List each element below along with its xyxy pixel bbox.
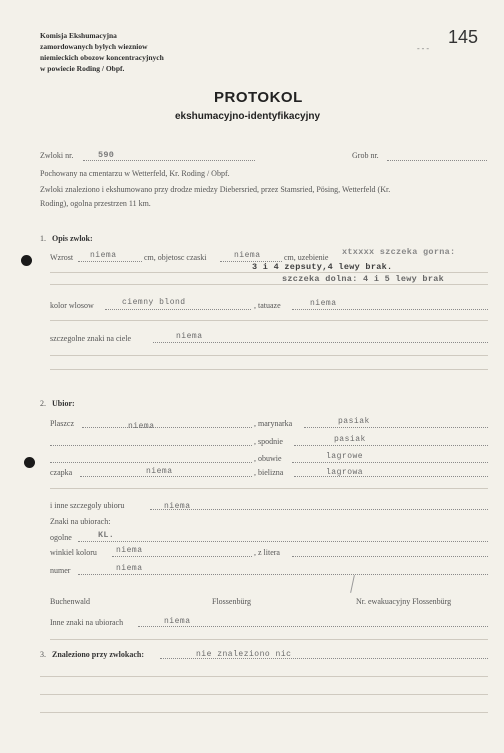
czapka-field	[80, 476, 252, 477]
hair-rule	[50, 320, 488, 321]
teeth-rule-1	[50, 272, 488, 273]
teeth-line-3: szczeka dolna: 4 i 5 lewy brak	[282, 274, 445, 284]
punch-hole-bottom	[24, 457, 35, 468]
winkiel-label: winkiel koloru	[50, 548, 97, 557]
found-text-2: Roding), ogolna przestrzen 11 km.	[40, 199, 151, 208]
tattoo-label: , tatuaze	[254, 301, 281, 310]
marynarka-field	[304, 427, 488, 428]
marynarka-label: , marynarka	[254, 419, 293, 428]
inne-znaki-label: Inne znaki na ubiorach	[50, 618, 124, 627]
teeth-line-2: 3 i 4 zepsuty,4 lewy brak.	[252, 262, 393, 272]
grob-label: Grob nr.	[352, 151, 379, 160]
numer-field	[78, 574, 488, 575]
bielizna-value: lagrowa	[326, 468, 364, 477]
page-mark: - - -	[417, 44, 429, 53]
wzrost-label: Wzrost	[50, 253, 74, 262]
bottom-rule-1	[40, 676, 488, 677]
buchenwald-label: Buchenwald	[50, 597, 90, 606]
czaska-value: niema	[234, 251, 261, 260]
zwloki-label: Zwloki nr.	[40, 151, 74, 160]
plaszcz-value: niema	[128, 422, 155, 431]
tattoo-field	[292, 309, 488, 310]
spodnie-label: , spodnie	[254, 437, 283, 446]
document-subtitle: ekshumacyjno-identyfikacyjny	[175, 111, 321, 122]
spodnie-field	[294, 445, 488, 446]
zwloki-value: 590	[98, 150, 115, 160]
bottom-rule-2	[40, 694, 488, 695]
hair-value: ciemny blond	[122, 298, 186, 307]
inne-value: niema	[164, 502, 191, 511]
marks-rule-2	[50, 369, 488, 370]
inne-znaki-rule	[50, 639, 488, 640]
marynarka-value: pasiak	[338, 417, 370, 426]
marks-field	[153, 342, 488, 343]
obuwie-field	[292, 462, 488, 463]
teeth-line-1: xtxxxx szczeka gorna:	[342, 247, 456, 257]
teeth-rule-2	[50, 284, 488, 285]
bottom-rule-3	[40, 712, 488, 713]
grob-field	[387, 160, 487, 161]
plaszcz-field-3	[50, 462, 252, 463]
org-line-3: niemieckich obozow koncentracyjnych	[40, 53, 164, 62]
ewak-label: Nr. ewakuacyjny Flossenbürg	[356, 597, 452, 606]
buried-text: Pochowany na cmentarzu w Wetterfeld, Kr. Roding / Obpf.	[40, 169, 230, 178]
wzrost-field	[78, 261, 142, 262]
spodnie-value: pasiak	[334, 435, 366, 444]
numer-value: niema	[116, 564, 143, 573]
section1-heading: Opis zwlok:	[52, 234, 93, 243]
punch-hole-top	[21, 255, 32, 266]
inne-field	[150, 509, 488, 510]
litera-field	[292, 556, 488, 557]
obuwie-label: , obuwie	[254, 454, 282, 463]
ogolne-field	[78, 541, 488, 542]
bielizna-field	[294, 476, 488, 477]
section1-number: 1.	[40, 234, 46, 243]
plaszcz-field-2	[50, 445, 252, 446]
plaszcz-field	[82, 427, 252, 428]
ogolne-label: ogolne	[50, 533, 72, 542]
czapka-value: niema	[146, 467, 173, 476]
plaszcz-label: Plaszcz	[50, 419, 74, 428]
section3-value: nie znaleziono nic	[196, 650, 292, 659]
cm-uzebienie-label: cm, uzebienie	[284, 253, 329, 262]
document-title: PROTOKOL	[214, 89, 303, 106]
znaki-label: Znaki na ubiorach:	[50, 517, 111, 526]
inne-znaki-field	[138, 626, 488, 627]
page-number: 145	[448, 27, 479, 47]
cm-czaska-label: cm, objetosc czaski	[144, 253, 207, 262]
slash-mark	[350, 575, 355, 593]
winkiel-field	[112, 556, 252, 557]
marks-label: szczegolne znaki na ciele	[50, 334, 132, 343]
hair-label: kolor wlosow	[50, 301, 94, 310]
section3-number: 3.	[40, 650, 46, 659]
org-line-4: w powiecie Roding / Obpf.	[40, 64, 125, 73]
tattoo-value: niema	[310, 299, 337, 308]
flossenburg-label: Flossenbürg	[212, 597, 251, 606]
marks-value: niema	[176, 332, 203, 341]
winkiel-value: niema	[116, 546, 143, 555]
hair-field	[105, 309, 251, 310]
org-line-2: zamordowanych bylych wiezniow	[40, 42, 148, 51]
section2-number: 2.	[40, 399, 46, 408]
section2-heading: Ubior:	[52, 399, 75, 408]
wzrost-value: niema	[90, 251, 117, 260]
found-text-1: Zwloki znaleziono i ekshumowano przy drodze miedzy Diebersried, przez Stamsried, Pösing, Wetterfeld (Kr.	[40, 185, 391, 194]
zwloki-field	[83, 160, 255, 161]
numer-label: numer	[50, 566, 71, 575]
czapka-label: czapka	[50, 468, 73, 477]
czapka-rule	[50, 488, 488, 489]
inne-znaki-value: niema	[164, 617, 191, 626]
litera-label: , z litera	[254, 548, 280, 557]
obuwie-value: lagrowe	[326, 452, 364, 461]
bielizna-label: , bielizna	[254, 468, 284, 477]
inne-label: i inne szczegoly ubioru	[50, 501, 125, 510]
section3-heading: Znaleziono przy zwlokach:	[52, 650, 144, 659]
org-line-1: Komisja Ekshumacyjna	[40, 31, 117, 40]
marks-rule-1	[50, 355, 488, 356]
ogolne-value: KL.	[98, 530, 115, 540]
